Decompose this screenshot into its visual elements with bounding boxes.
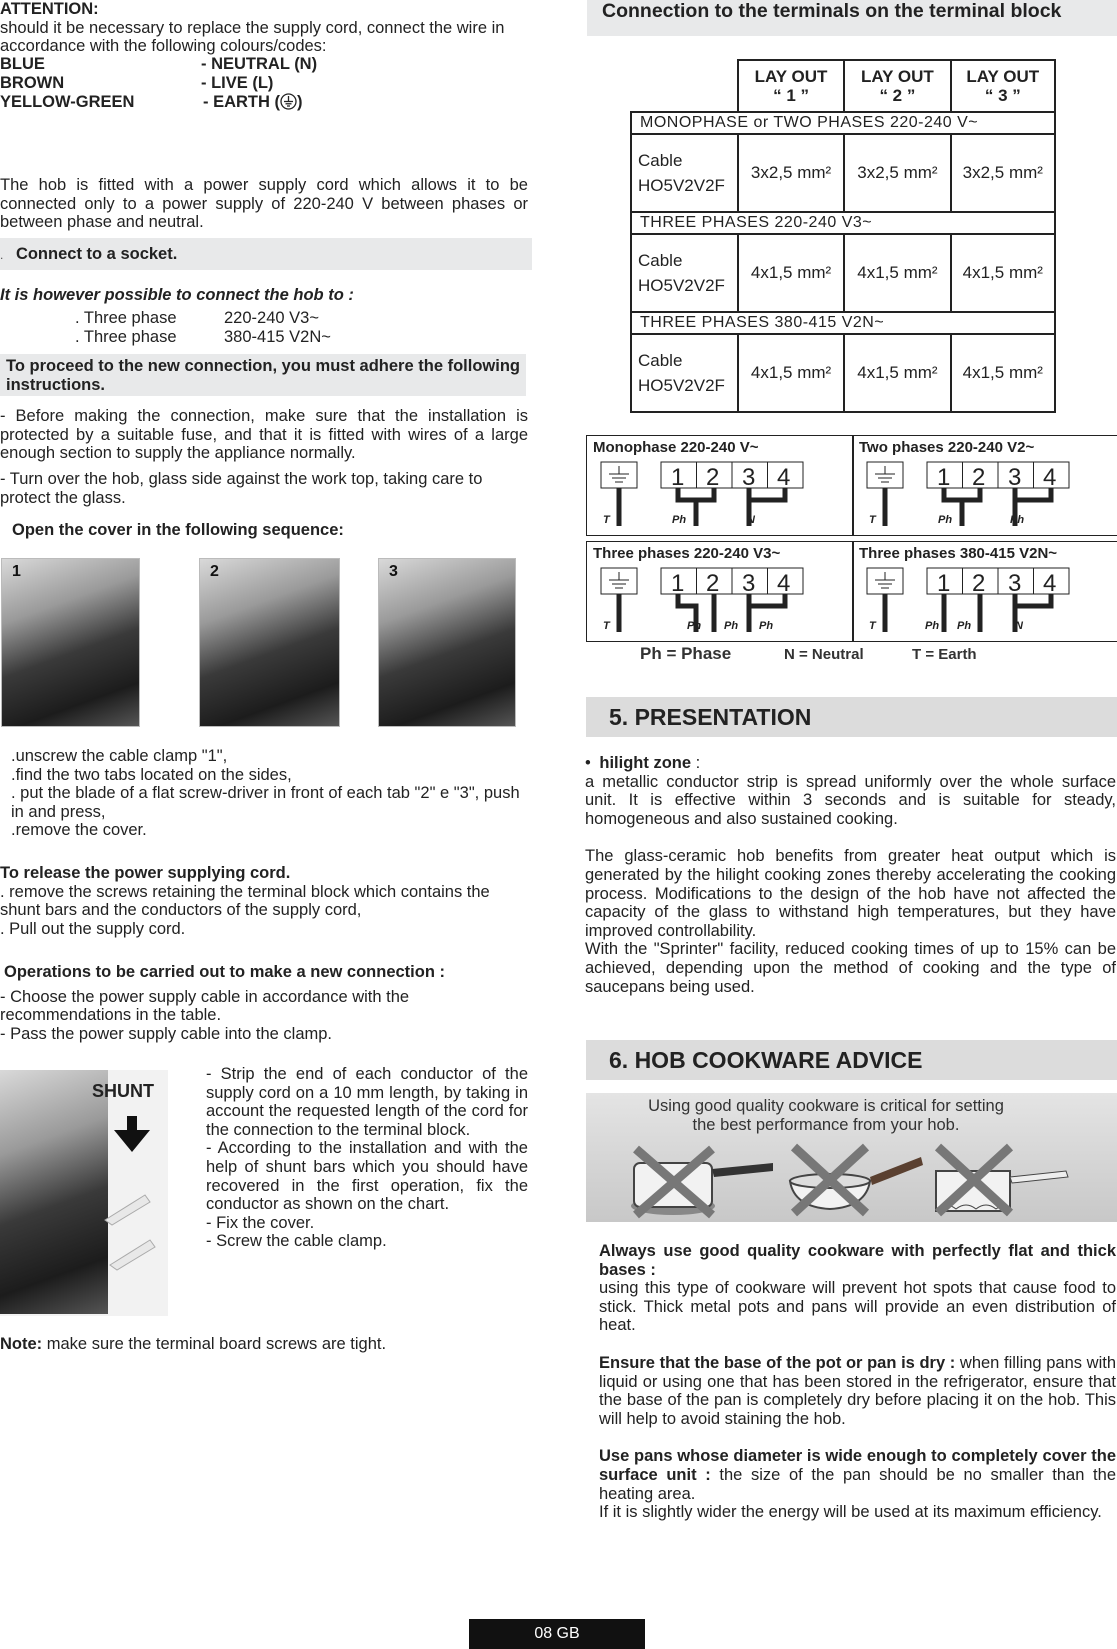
- release-line: . Pull out the supply cord.: [0, 919, 186, 938]
- cable-type: Cable HO5V2V2F: [631, 334, 738, 412]
- operations-line: - Pass the power supply cable into the clamp.: [0, 1024, 333, 1043]
- diagram-title: Monophase 220-240 V~: [593, 439, 759, 456]
- cover-step: . put the blade of a flat screw-driver in front of each tab "2" e "3", push in and press,: [11, 784, 520, 821]
- release-title: To release the power supplying cord.: [0, 864, 291, 882]
- wire-label: Ph: [724, 620, 739, 632]
- wiring-diagram: [586, 541, 854, 642]
- wire-label: Ph: [687, 620, 702, 632]
- banner-text: Using good quality cookware is critical for setting the best performance from your hob.: [648, 1097, 1004, 1134]
- cable-table: [630, 59, 1056, 413]
- phase-value: 220-240 V3~: [224, 309, 319, 327]
- terminal-number: 3: [742, 464, 756, 491]
- terminal-number: 1: [937, 570, 951, 597]
- earth-symbol-icon: [280, 93, 297, 110]
- before-text: - Before making the connection, make sure that the installation is protected by a suitable fuse, and that it is fitted with wires of a large enough section to supply the appliance normally.: [0, 407, 528, 463]
- terminal-number: 4: [777, 570, 791, 597]
- wire-row-earth: [0, 93, 532, 112]
- advice-title: Use pans whose diameter is wide enough to completely cover the surface unit :: [599, 1447, 1116, 1484]
- terminal-number: 4: [1043, 570, 1057, 597]
- socket-bullet: .: [0, 248, 4, 262]
- terminal-number: 2: [706, 570, 720, 597]
- operations-line: - Choose the power supply cable in accordance with the recommendations in the table.: [0, 987, 410, 1025]
- table-cell: 4x1,5 mm²: [951, 334, 1055, 412]
- release-block: [0, 864, 518, 938]
- photo-step-2: [199, 558, 340, 727]
- diagram-drawing: [587, 436, 853, 535]
- terminal-number: 4: [777, 464, 791, 491]
- wire-label: T: [869, 620, 876, 632]
- cover-steps: [11, 747, 529, 840]
- hilight-text: a metallic conductor strip is spread uniformly over the whole surface unit. It is effective within 3 seconds and is suitable for steady, homogeneous and also sustained cooking.: [585, 772, 1116, 828]
- cable-type: Cable HO5V2V2F: [631, 134, 738, 212]
- presentation-heading: 5. PRESENTATION: [586, 697, 1117, 737]
- hilight-colon: :: [691, 754, 701, 772]
- terminal-number: 1: [671, 570, 685, 597]
- wire-label: N: [1015, 620, 1023, 632]
- wire-label: Ph: [957, 620, 972, 632]
- advice-text: when filling pans with liquid or using one that has been stored in the refrigerator, ensure that the base of the pan is completely dry before placing it on the hob. This will help to avoid staining the hob.: [599, 1353, 1116, 1428]
- advice-text: using this type of cookware will prevent hot spots that cause food to stick. Thick metal pots and pans will provide an even distribution of heat.: [599, 1279, 1116, 1335]
- wire-code: - EARTH (: [203, 92, 280, 111]
- advice-text: If it is slightly wider the energy will be used at its maximum efficiency.: [599, 1503, 1102, 1522]
- wire-row-blue: [0, 55, 532, 74]
- layout-header: LAY OUT “ 2 ”: [844, 60, 950, 112]
- terminal-number: 2: [972, 464, 986, 491]
- diagram-title: Three phases 220-240 V3~: [593, 545, 781, 562]
- strip-line: - According to the installation and with the help of shunt bars which you should have recovered in the first operation, fix the conductor as shown on the chart.: [206, 1139, 528, 1214]
- terminal-number: 1: [671, 464, 685, 491]
- terminal-number: 3: [742, 570, 756, 597]
- cover-step: .remove the cover.: [11, 821, 147, 840]
- wire-label: Ph: [938, 514, 953, 526]
- table-section-title: THREE PHASES 220-240 V3~: [631, 212, 1055, 234]
- strip-line: - Strip the end of each conductor of the supply cord on a 10 mm length, by taking in account the requested length of the cord for the connection to the terminal block.: [206, 1065, 528, 1139]
- cookware-banner: [586, 1093, 1117, 1222]
- cover-step: .find the two tabs located on the sides,: [11, 765, 292, 784]
- operations-title: Operations to be carried out to make a new connection :: [4, 963, 445, 981]
- table-cell: 4x1,5 mm²: [738, 234, 844, 312]
- wire-color: BROWN: [0, 73, 65, 92]
- attention-title: ATTENTION:: [0, 0, 99, 18]
- wire-label: Ph: [672, 514, 687, 526]
- turn-text: - Turn over the hob, glass side against the work top, taking care to protect the glass.: [0, 470, 483, 507]
- advice-title: Always use good quality cookware with perfectly flat and thick bases :: [599, 1242, 1116, 1279]
- terminal-block-photo: [0, 1070, 108, 1314]
- shunt-bars-icon: [100, 1190, 160, 1280]
- proceed-band: To proceed to the new connection, you must adhere the following instructions.: [0, 354, 526, 396]
- presentation-body: [585, 754, 1116, 996]
- shunt-photo: [0, 1070, 168, 1316]
- wire-label: Ph: [1010, 514, 1025, 526]
- wire-color: YELLOW-GREEN: [0, 92, 135, 111]
- supply-text: The hob is fitted with a power supply cord which allows it to be connected only to a power supply of 220-240 V between phases or between phase and neutral.: [0, 176, 528, 232]
- diagram-drawing: [587, 542, 853, 641]
- presentation-para: With the "Sprinter" facility, reduced cooking times of up to 15% can be achieved, depending upon the method of cooking and the type of saucepans being used.: [585, 940, 1116, 996]
- wire-label: N: [747, 514, 755, 526]
- terminal-number: 2: [706, 464, 720, 491]
- table-cell: 3x2,5 mm²: [738, 134, 844, 212]
- note-label: Note:: [0, 1335, 43, 1353]
- wire-code-earth: [203, 93, 303, 112]
- wire-label: T: [603, 514, 610, 526]
- phase-option: [75, 309, 375, 328]
- layout-header: LAY OUT “ 3 ”: [951, 60, 1055, 112]
- pan-not-recommended-icon: [786, 1141, 926, 1219]
- phase-value: 380-415 V2N~: [224, 328, 331, 346]
- attention-intro: should it be necessary to replace the supply cord, connect the wire in accordance with the following colours/codes:: [0, 18, 505, 55]
- photo-label: 1: [12, 563, 21, 580]
- legend-neutral: N = Neutral: [784, 646, 864, 663]
- table-corner: [631, 60, 738, 112]
- pan-not-recommended-icon: [628, 1141, 778, 1219]
- possible-title: It is however possible to connect the hob to :: [0, 286, 354, 304]
- phase-options: [75, 309, 375, 347]
- legend-earth: T = Earth: [912, 646, 977, 663]
- phase-option: [75, 328, 375, 347]
- advice-para: [599, 1447, 1116, 1503]
- terminal-number: 1: [937, 464, 951, 491]
- note-line: [0, 1335, 386, 1354]
- table-section-title: MONOPHASE or TWO PHASES 220-240 V~: [631, 112, 1055, 134]
- cookware-body: [599, 1242, 1116, 1522]
- socket-label: Connect to a socket.: [15, 245, 178, 263]
- wire-label: T: [869, 514, 876, 526]
- note-text: make sure the terminal board screws are tight.: [42, 1335, 387, 1353]
- table-cell: 3x2,5 mm²: [951, 134, 1055, 212]
- wire-color: BLUE: [0, 54, 45, 73]
- attention-block: [0, 0, 532, 112]
- table-cell: 4x1,5 mm²: [951, 234, 1055, 312]
- wire-row-brown: [0, 74, 532, 93]
- wire-label: T: [603, 620, 610, 632]
- cable-type: Cable HO5V2V2F: [631, 234, 738, 312]
- photo-label: 2: [210, 563, 219, 580]
- presentation-para: The glass-ceramic hob benefits from greater heat output which is generated by the hilight cooking zones thereby accelerating the cooking process. Modifications to the design of the hob have not affected the capacity of the glass to withstand high temperatures, but they have improved controllability.: [585, 847, 1116, 940]
- photo-label: 3: [389, 563, 398, 580]
- phase-label: . Three phase: [75, 328, 177, 346]
- diagram-title: Two phases 220-240 V2~: [859, 439, 1035, 456]
- photo-step-1: [1, 558, 140, 727]
- diagram-title: Three phases 380-415 V2N~: [859, 545, 1058, 562]
- advice-text: the size of the pan should be no smaller than the heating area.: [599, 1465, 1116, 1503]
- legend-phase: Ph = Phase: [640, 644, 732, 663]
- table-section-title: THREE PHASES 380-415 V2N~: [631, 312, 1055, 334]
- layout-header: LAY OUT “ 1 ”: [738, 60, 844, 112]
- table-cell: 4x1,5 mm²: [844, 234, 950, 312]
- advice-title: Ensure that the base of the pot or pan is dry :: [599, 1353, 956, 1372]
- open-title: Open the cover in the following sequence:: [12, 521, 344, 539]
- bullet: •: [585, 754, 591, 772]
- strip-instructions: [206, 1065, 528, 1251]
- hilight-label: hilight zone: [599, 754, 692, 772]
- table-cell: 4x1,5 mm²: [844, 334, 950, 412]
- strip-line: - Screw the cable clamp.: [206, 1232, 387, 1251]
- advice-para: [599, 1354, 1116, 1428]
- wire-label: Ph: [925, 620, 940, 632]
- cookware-heading: 6. HOB COOKWARE ADVICE: [586, 1040, 1117, 1080]
- terminal-header: Connection to the terminals on the terminal block: [587, 0, 1117, 36]
- phase-label: . Three phase: [75, 309, 177, 327]
- diagram-legend: [640, 644, 1100, 666]
- table-cell: 3x2,5 mm²: [844, 134, 950, 212]
- socket-band: [0, 238, 532, 270]
- terminal-number: 3: [1008, 570, 1022, 597]
- hilight-line: [585, 754, 1116, 773]
- wire-code: - LIVE (L): [201, 73, 274, 92]
- wiring-diagram: [586, 435, 854, 536]
- pan-not-recommended-icon: [926, 1141, 1076, 1219]
- terminal-number: 3: [1008, 464, 1022, 491]
- shunt-label: SHUNT: [92, 1081, 154, 1101]
- wire-code: - NEUTRAL (N): [201, 54, 318, 73]
- photo-step-3: [378, 558, 516, 727]
- page-number: 08 GB: [469, 1619, 645, 1649]
- wiring-diagram: [852, 435, 1117, 536]
- wire-label: Ph: [759, 620, 774, 632]
- earth-close: ): [297, 92, 303, 111]
- terminal-number: 2: [972, 570, 986, 597]
- arrow-down-icon: [112, 1114, 152, 1154]
- terminal-number: 4: [1043, 464, 1057, 491]
- table-cell: 4x1,5 mm²: [738, 334, 844, 412]
- strip-line: - Fix the cover.: [206, 1213, 315, 1232]
- wiring-diagram: [852, 541, 1117, 642]
- release-line: . remove the screws retaining the terminal block which contains the shunt bars and the conductors of the supply cord,: [0, 882, 490, 920]
- operations-block: [0, 963, 500, 1043]
- cover-step: .unscrew the cable clamp "1",: [11, 747, 228, 765]
